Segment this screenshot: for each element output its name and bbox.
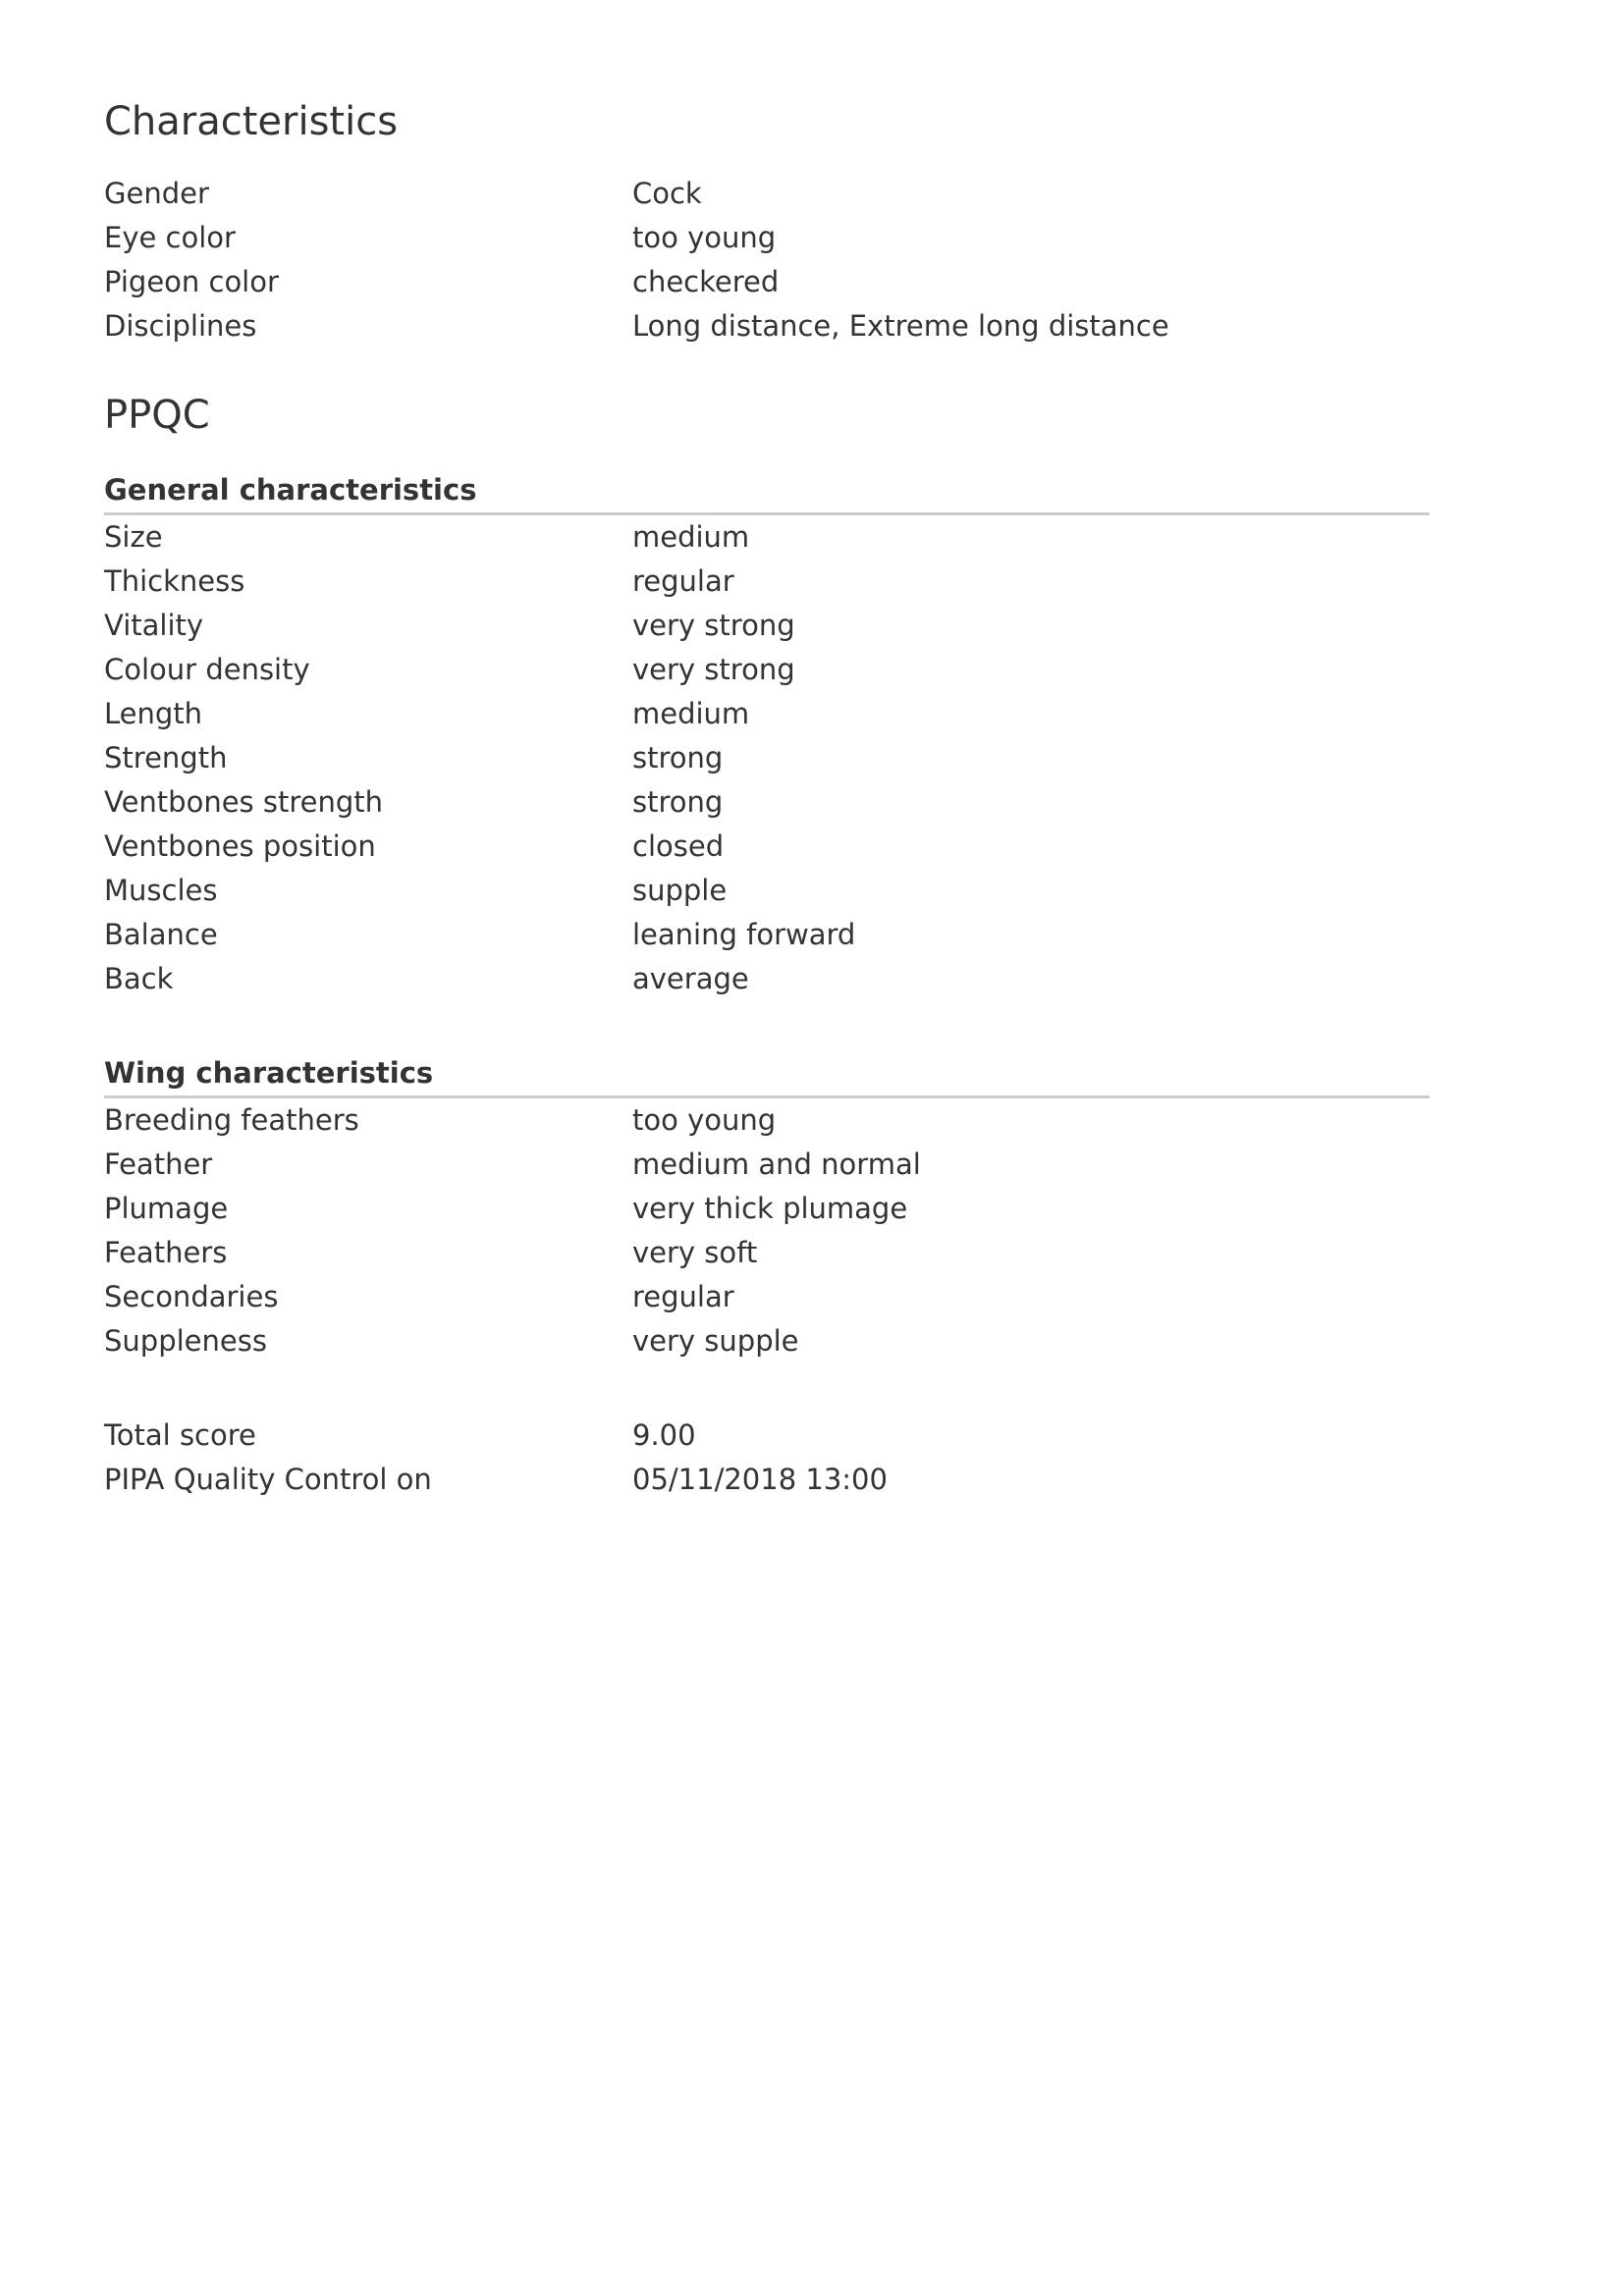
detail-value: very thick plumage xyxy=(632,1192,908,1225)
characteristics-list xyxy=(104,172,1430,348)
general-characteristics-heading: General characteristics xyxy=(104,468,1430,515)
detail-label: Pigeon color xyxy=(104,265,279,298)
detail-row xyxy=(104,825,1430,869)
detail-label: Ventbones position xyxy=(104,829,376,863)
detail-label: Vitality xyxy=(104,609,204,642)
detail-value: 9.00 xyxy=(632,1418,696,1452)
detail-value: 05/11/2018 13:00 xyxy=(632,1463,888,1496)
detail-row xyxy=(104,736,1430,780)
detail-value: too young xyxy=(632,221,777,254)
detail-label: Strength xyxy=(104,741,228,774)
detail-row xyxy=(104,604,1430,648)
detail-label: Balance xyxy=(104,918,218,951)
detail-label: Plumage xyxy=(104,1192,229,1225)
detail-row xyxy=(104,1231,1430,1275)
wing-characteristics-heading: Wing characteristics xyxy=(104,1051,1430,1098)
ppqc-heading: PPQC xyxy=(104,393,210,438)
detail-row xyxy=(104,648,1430,692)
detail-label: Eye color xyxy=(104,221,236,254)
detail-label: Breeding feathers xyxy=(104,1103,359,1137)
wing-characteristics-list xyxy=(104,1098,1430,1363)
detail-value: medium xyxy=(632,697,750,730)
detail-row xyxy=(104,1414,1430,1458)
detail-value: Cock xyxy=(632,177,702,210)
detail-label: Feathers xyxy=(104,1236,228,1269)
detail-label: Feather xyxy=(104,1148,213,1181)
detail-value: average xyxy=(632,962,749,995)
detail-value: Long distance, Extreme long distance xyxy=(632,309,1169,343)
detail-label: Length xyxy=(104,697,203,730)
detail-row xyxy=(104,1187,1430,1231)
detail-row xyxy=(104,260,1430,304)
detail-value: too young xyxy=(632,1103,777,1137)
detail-row xyxy=(104,913,1430,957)
detail-label: Total score xyxy=(104,1418,256,1452)
detail-row xyxy=(104,1458,1430,1502)
detail-value: strong xyxy=(632,741,724,774)
detail-value: closed xyxy=(632,829,725,863)
score-summary-list xyxy=(104,1414,1430,1502)
detail-row xyxy=(104,1098,1430,1143)
detail-value: regular xyxy=(632,1280,734,1313)
detail-row xyxy=(104,304,1430,348)
detail-row xyxy=(104,172,1430,216)
detail-row xyxy=(104,515,1430,560)
detail-row xyxy=(104,1143,1430,1187)
detail-value: strong xyxy=(632,785,724,819)
wing-characteristics-section xyxy=(104,1051,1430,1363)
detail-row xyxy=(104,560,1430,604)
detail-row xyxy=(104,1319,1430,1363)
detail-label: PIPA Quality Control on xyxy=(104,1463,432,1496)
detail-label: Colour density xyxy=(104,653,310,686)
detail-row xyxy=(104,216,1430,260)
detail-row xyxy=(104,869,1430,913)
detail-label: Gender xyxy=(104,177,209,210)
detail-row xyxy=(104,692,1430,736)
detail-value: very supple xyxy=(632,1324,799,1358)
detail-label: Disciplines xyxy=(104,309,257,343)
detail-label: Secondaries xyxy=(104,1280,279,1313)
detail-value: very soft xyxy=(632,1236,758,1269)
general-characteristics-list xyxy=(104,515,1430,1001)
detail-value: leaning forward xyxy=(632,918,856,951)
detail-label: Suppleness xyxy=(104,1324,267,1358)
detail-label: Size xyxy=(104,520,163,554)
detail-label: Thickness xyxy=(104,564,245,598)
detail-label: Back xyxy=(104,962,174,995)
detail-value: supple xyxy=(632,874,728,907)
detail-row xyxy=(104,1275,1430,1319)
detail-value: regular xyxy=(632,564,734,598)
detail-value: medium xyxy=(632,520,750,554)
characteristics-heading: Characteristics xyxy=(104,99,399,144)
detail-value: very strong xyxy=(632,609,795,642)
detail-label: Muscles xyxy=(104,874,218,907)
detail-value: checkered xyxy=(632,265,780,298)
general-characteristics-section xyxy=(104,468,1430,1001)
detail-row xyxy=(104,957,1430,1001)
detail-value: very strong xyxy=(632,653,795,686)
detail-row xyxy=(104,780,1430,825)
detail-label: Ventbones strength xyxy=(104,785,384,819)
detail-value: medium and normal xyxy=(632,1148,921,1181)
